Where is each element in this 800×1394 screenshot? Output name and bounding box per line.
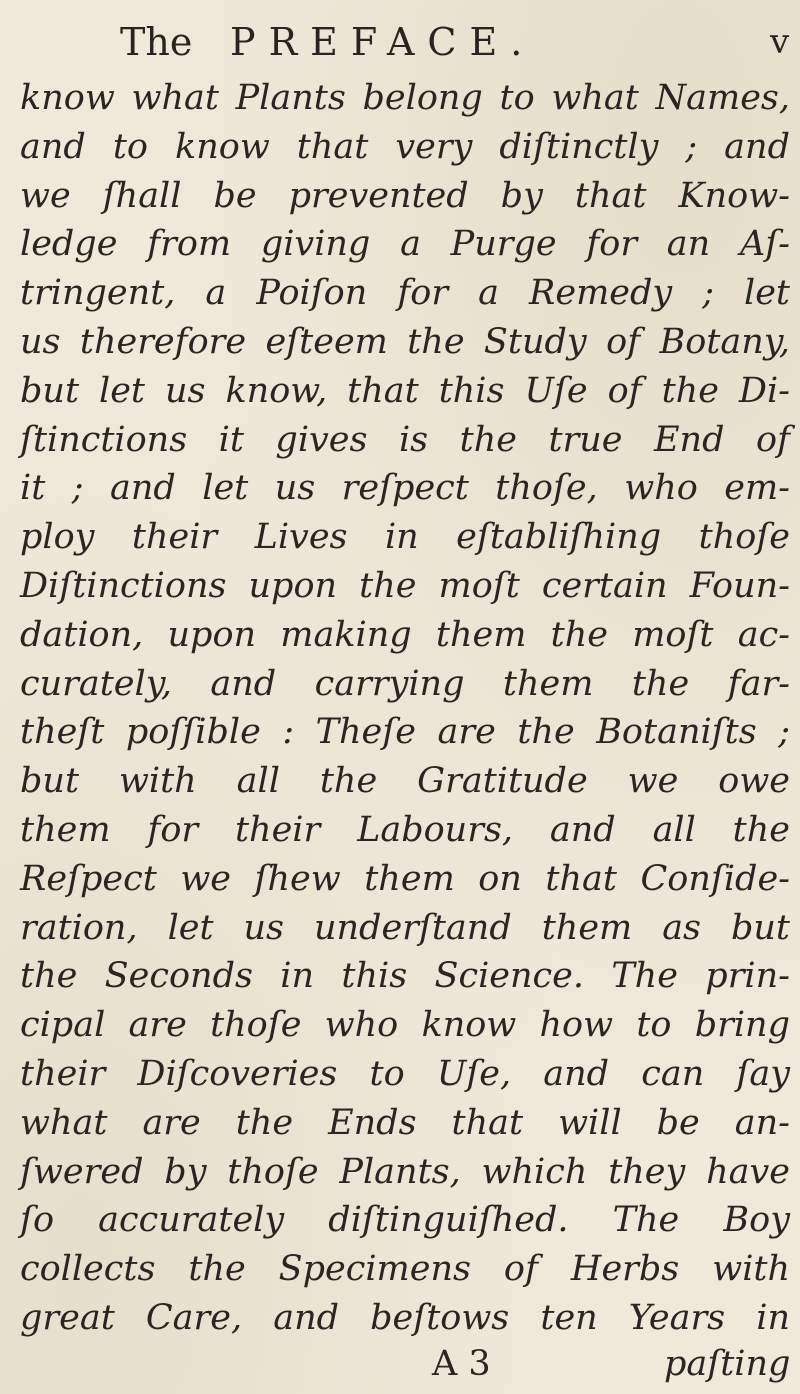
text-line: ſo accurately diſtinguiſhed. The Boy: [20, 1200, 790, 1241]
text-line: curately, and carrying them the far-: [20, 663, 790, 704]
text-line: ſwered by thoſe Plants, which they have: [20, 1151, 790, 1192]
text-line: their Diſcoveries to Uſe, and can ſay: [20, 1053, 790, 1094]
signature-mark: A 3: [432, 1344, 491, 1384]
text-line: ration, let us underſtand them as but: [20, 907, 790, 948]
catchword: paſting: [664, 1344, 791, 1384]
text-line: ledge from giving a Purge for an Aſ-: [20, 224, 790, 265]
text-line: and to know that very diſtinctly ; and: [20, 126, 790, 167]
text-line: know what Plants belong to what Names,: [20, 78, 790, 118]
body-text: [20, 74, 790, 1343]
text-line: but with all the Gratitude we owe: [20, 761, 790, 802]
text-line: theſt poſſible : Theſe are the Botaniſts ;: [20, 712, 790, 753]
text-line: what are the Ends that will be an-: [20, 1102, 790, 1143]
text-line: the Seconds in this Science. The prin-: [20, 956, 790, 997]
text-line: dation, upon making them the moſt ac-: [20, 614, 790, 655]
text-line: but let us know, that this Uſe of the Di-: [20, 370, 790, 411]
text-line: them for their Labours, and all the: [20, 809, 790, 850]
running-head: [108, 14, 798, 70]
running-head-title: PREFACE.: [230, 20, 536, 64]
page-number: v: [770, 22, 790, 62]
text-line: it ; and let us reſpect thoſe, who em-: [20, 468, 790, 509]
text-line: great Care, and beſtows ten Years in: [20, 1297, 790, 1338]
text-line: Reſpect we ſhew them on that Conſide-: [20, 858, 790, 899]
running-head-article: The: [120, 20, 193, 64]
text-line: tringent, a Poiſon for a Remedy ; let: [20, 273, 790, 314]
text-line: ſtinctions it gives is the true End of: [20, 419, 790, 460]
text-line: ploy their Lives in eſtabliſhing thoſe: [20, 517, 790, 558]
text-line: collects the Specimens of Herbs with: [20, 1249, 790, 1290]
text-line: Diſtinctions upon the moſt certain Foun-: [20, 565, 790, 606]
text-line: us therefore eſteem the Study of Botany,: [20, 321, 790, 362]
text-line: we ſhall be prevented by that Know-: [20, 175, 790, 216]
text-line: cipal are thoſe who know how to bring: [20, 1005, 790, 1046]
